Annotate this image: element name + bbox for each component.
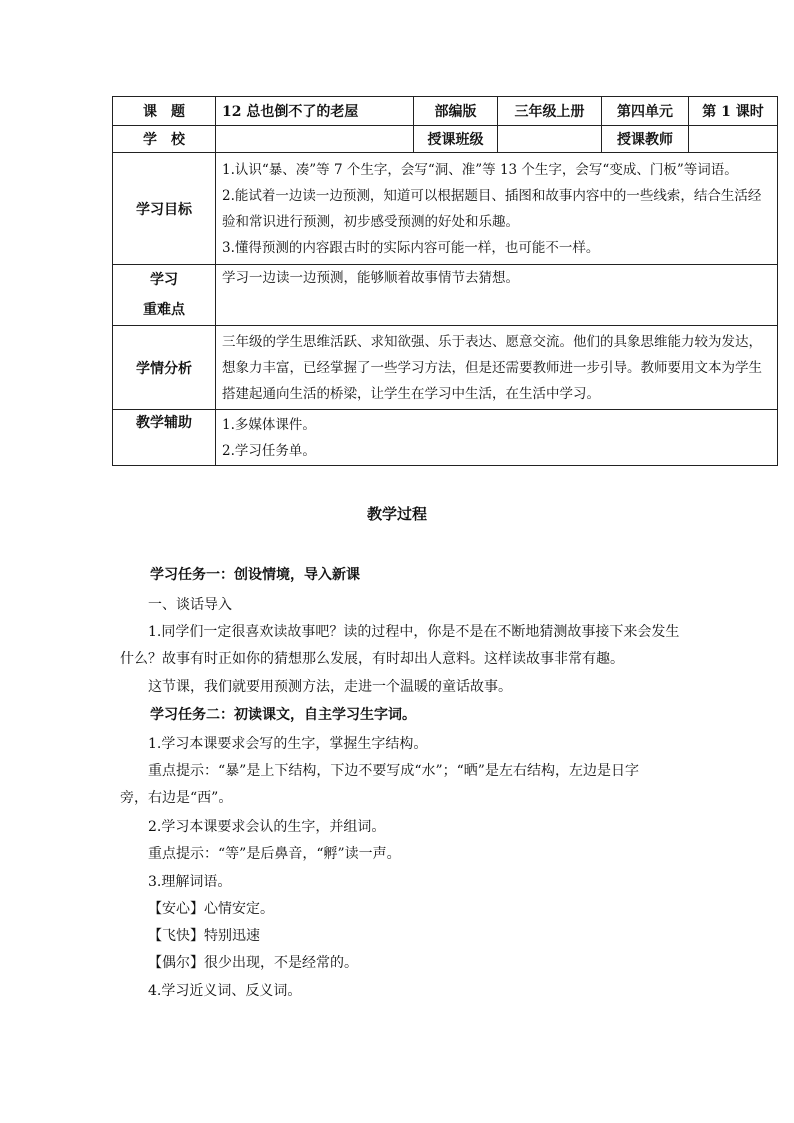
lesson-title: 12 总也倒不了的老屋: [216, 97, 414, 126]
section-heading: 教学过程: [366, 505, 427, 523]
analysis-text: 三年级的学生思维活跃、求知欲强、乐于表达、愿意交流。他们的具象思维能力较为发达，想象力丰富，已经掌握了一些学习方法，但是还需要教师进一步引导。教师要用文本为学生搭建起通向生活的桥梁，让学生在学习中生活，在生活中学习。: [222, 333, 762, 402]
unit: 第四单元: [602, 97, 689, 126]
word-definition: 【偶尔】很少出现，不是经常的。: [148, 955, 358, 971]
key-points-label-line1: 学习: [150, 272, 178, 288]
aids-content: [216, 410, 778, 466]
goal-item: 2.能试着一边读一边预测，知道可以根据题目、插图和故事内容中的一些线索，结合生活经验和常识进行预测，初步感受预测的好处和乐趣。: [222, 187, 762, 230]
school-label: 学 校: [113, 126, 216, 153]
aid-item: 2.学习任务单。: [222, 442, 316, 459]
paragraph-line: 什么？故事有时正如你的猜想那么发展，有时却出人意料。这样读故事非常有趣。: [120, 651, 624, 667]
goals-content: [216, 153, 778, 265]
step-line: 3.理解词语。: [148, 874, 232, 890]
goals-label: 学习目标: [113, 153, 216, 265]
analysis-label: 学情分析: [113, 326, 216, 410]
word-definition: 【飞快】特别迅速: [148, 928, 260, 944]
step-line: 1.学习本课要求会写的生字，掌握生字结构。: [148, 736, 428, 752]
step-line: 2.学习本课要求会认的生字，并组词。: [148, 819, 386, 835]
grade: 三年级上册: [498, 97, 602, 126]
task-1-title: 学习任务一：创设情境，导入新课: [150, 567, 360, 583]
paragraph-line: 这节课，我们就要用预测方法，走进一个温暖的童话故事。: [148, 679, 512, 695]
analysis-content: [216, 326, 778, 410]
table-row: [113, 153, 778, 265]
subsection-title: 一、谈话导入: [148, 597, 232, 613]
key-points-label-line2: 重难点: [143, 302, 185, 318]
word-definition: 【安心】心情安定。: [148, 901, 274, 917]
key-points-content: [216, 265, 778, 326]
goal-item: 1.认识“暴、凑”等 7 个生字，会写“洞、准”等 13 个生字，会写“变成、门板”等词语。: [222, 161, 738, 178]
table-row: [113, 97, 778, 126]
tip-line: 重点提示：“暴”是上下结构，下边不要写成“水”；“晒”是左右结构，左边是日字: [148, 763, 639, 779]
period: 第 1 课时: [689, 97, 778, 126]
lesson-info-table: [112, 96, 778, 466]
paragraph-line: 1.同学们一定很喜欢读故事吧？读的过程中，你是不是在不断地猜测故事接下来会发生: [148, 624, 680, 640]
tip-line: 重点提示：“等”是后鼻音，“孵”读一声。: [148, 846, 401, 862]
teacher-label: 授课教师: [602, 126, 689, 153]
key-points-text: 学习一边读一边预测，能够顺着故事情节去猜想。: [222, 270, 519, 286]
class-value: [498, 126, 602, 153]
edition: 部编版: [414, 97, 498, 126]
table-row: [113, 326, 778, 410]
aids-label: 教学辅助: [113, 410, 216, 466]
aid-item: 1.多媒体课件。: [222, 416, 316, 433]
table-row: [113, 410, 778, 466]
task-2-title: 学习任务二：初读课文，自主学习生字词。: [150, 707, 416, 723]
teacher-value: [689, 126, 778, 153]
step-line: 4.学习近义词、反义词。: [148, 983, 302, 999]
goal-item: 3.懂得预测的内容跟古时的实际内容可能一样，也可能不一样。: [222, 239, 600, 256]
table-row: [113, 126, 778, 153]
class-label: 授课班级: [414, 126, 498, 153]
topic-label: 课 题: [113, 97, 216, 126]
table-row: [113, 265, 778, 326]
key-points-label: [113, 265, 216, 326]
tip-line: 旁，右边是“西”。: [120, 790, 233, 806]
school-value: [216, 126, 414, 153]
